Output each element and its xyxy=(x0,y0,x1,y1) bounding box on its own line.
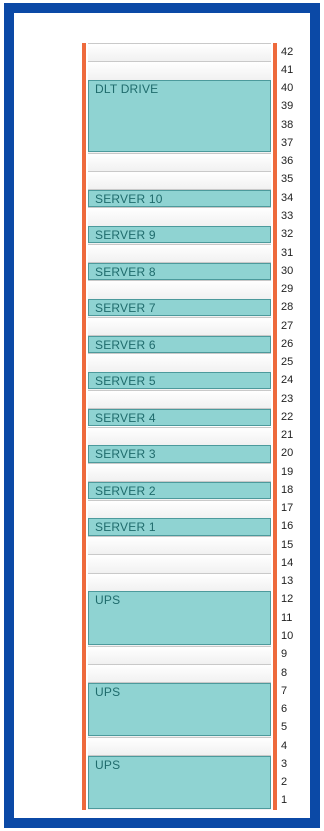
rack-unit-number: 34 xyxy=(281,191,294,204)
rack-unit-number: 28 xyxy=(281,301,294,314)
rack-unit-number: 19 xyxy=(281,465,294,478)
rack-slot xyxy=(88,554,271,572)
rack-slot xyxy=(88,573,271,591)
rack-device xyxy=(88,518,271,535)
rack-unit-number: 20 xyxy=(281,447,294,460)
rack-unit-number: 11 xyxy=(281,611,293,624)
rack-device xyxy=(88,190,271,207)
rack-unit-number: 29 xyxy=(281,283,294,296)
device-label: SERVER 5 xyxy=(95,374,156,389)
rack-unit-number: 22 xyxy=(281,410,294,423)
rack-slot xyxy=(88,536,271,554)
device-label: SERVER 4 xyxy=(95,410,156,425)
rack-slot xyxy=(88,61,271,79)
rack-unit-number: 32 xyxy=(281,228,294,241)
rack-unit-number: 3 xyxy=(281,757,288,770)
rack-unit-number: 15 xyxy=(281,538,294,551)
rack-unit-number: 2 xyxy=(281,776,288,789)
rack-unit-number: 10 xyxy=(281,630,294,642)
device-label: SERVER 10 xyxy=(95,191,163,206)
rack-slot xyxy=(88,737,271,755)
rack-unit-number: 39 xyxy=(281,100,294,113)
rack-device xyxy=(88,336,271,353)
rack-unit-number: 14 xyxy=(281,556,294,569)
rack-unit-number: 40 xyxy=(281,82,294,95)
rack-slot xyxy=(88,664,271,682)
rack-unit-number: 33 xyxy=(281,209,294,222)
rack-unit-number: 36 xyxy=(281,155,294,168)
device-label: UPS xyxy=(95,684,121,699)
rack-unit-number: 38 xyxy=(281,118,294,131)
rack-unit-number: 4 xyxy=(281,739,288,752)
rack-device xyxy=(88,299,271,316)
device-label: UPS xyxy=(95,757,121,772)
rack-unit-number: 9 xyxy=(281,648,288,661)
rack-unit-number: 24 xyxy=(281,374,294,387)
rack-unit-number: 7 xyxy=(281,684,288,697)
rack-slot xyxy=(88,153,271,171)
device-label: SERVER 9 xyxy=(95,228,156,243)
rack-rail-left xyxy=(82,43,86,810)
rack-unit-number: 1 xyxy=(281,794,288,807)
rack-slot xyxy=(88,43,271,61)
rack-device xyxy=(88,683,271,737)
rack-slot xyxy=(88,646,271,664)
rack-device xyxy=(88,591,271,645)
rack-device xyxy=(88,756,271,810)
rack-unit-number: 25 xyxy=(281,356,294,369)
rack-slot xyxy=(88,207,271,225)
rack-device xyxy=(88,445,271,462)
rack-unit-number: 37 xyxy=(281,136,294,149)
rack-unit-number: 6 xyxy=(281,703,288,716)
rack-slot xyxy=(88,353,271,371)
rack-slot xyxy=(88,171,271,189)
rack-unit-number: 13 xyxy=(281,575,294,588)
rack-slot xyxy=(88,427,271,445)
rack-device xyxy=(88,482,271,499)
rack-unit-number: 18 xyxy=(281,483,294,496)
rack-unit-number: 35 xyxy=(281,173,294,186)
rack-device xyxy=(88,263,271,280)
rack-slot xyxy=(88,390,271,408)
rack-device xyxy=(88,372,271,389)
rack-device xyxy=(88,80,271,152)
rack-unit-number: 12 xyxy=(281,593,294,606)
rack-unit-number: 8 xyxy=(281,666,288,679)
device-label: SERVER 2 xyxy=(95,483,156,498)
rack-unit-number: 27 xyxy=(281,319,294,332)
rack-unit-number: 21 xyxy=(281,429,294,442)
rack-unit-number: 41 xyxy=(281,63,294,76)
rack-slot xyxy=(88,463,271,481)
rack-device xyxy=(88,409,271,426)
rack-unit-number: 16 xyxy=(281,520,294,533)
rack-unit-number: 26 xyxy=(281,337,294,350)
rack-unit-number: 5 xyxy=(281,721,288,734)
rack-rail-right xyxy=(273,43,277,810)
device-label: SERVER 7 xyxy=(95,301,156,316)
device-label: DLT DRIVE xyxy=(95,82,159,97)
rack-unit-number: 30 xyxy=(281,264,294,277)
device-label: SERVER 1 xyxy=(95,520,156,535)
server-rack xyxy=(82,43,294,810)
rack-unit-number: 31 xyxy=(281,246,294,259)
rack-slot xyxy=(88,280,271,298)
diagram-frame xyxy=(4,3,320,828)
rack-device xyxy=(88,226,271,243)
rack-unit-number: 23 xyxy=(281,392,294,405)
device-label: SERVER 8 xyxy=(95,264,156,279)
rack-unit-number: 42 xyxy=(281,45,294,58)
rack-slot xyxy=(88,244,271,262)
rack-slot xyxy=(88,317,271,335)
rack-slot xyxy=(88,500,271,518)
device-label: SERVER 3 xyxy=(95,447,156,462)
rack-unit-number: 17 xyxy=(281,502,294,515)
device-label: UPS xyxy=(95,593,121,608)
device-label: SERVER 6 xyxy=(95,337,156,352)
